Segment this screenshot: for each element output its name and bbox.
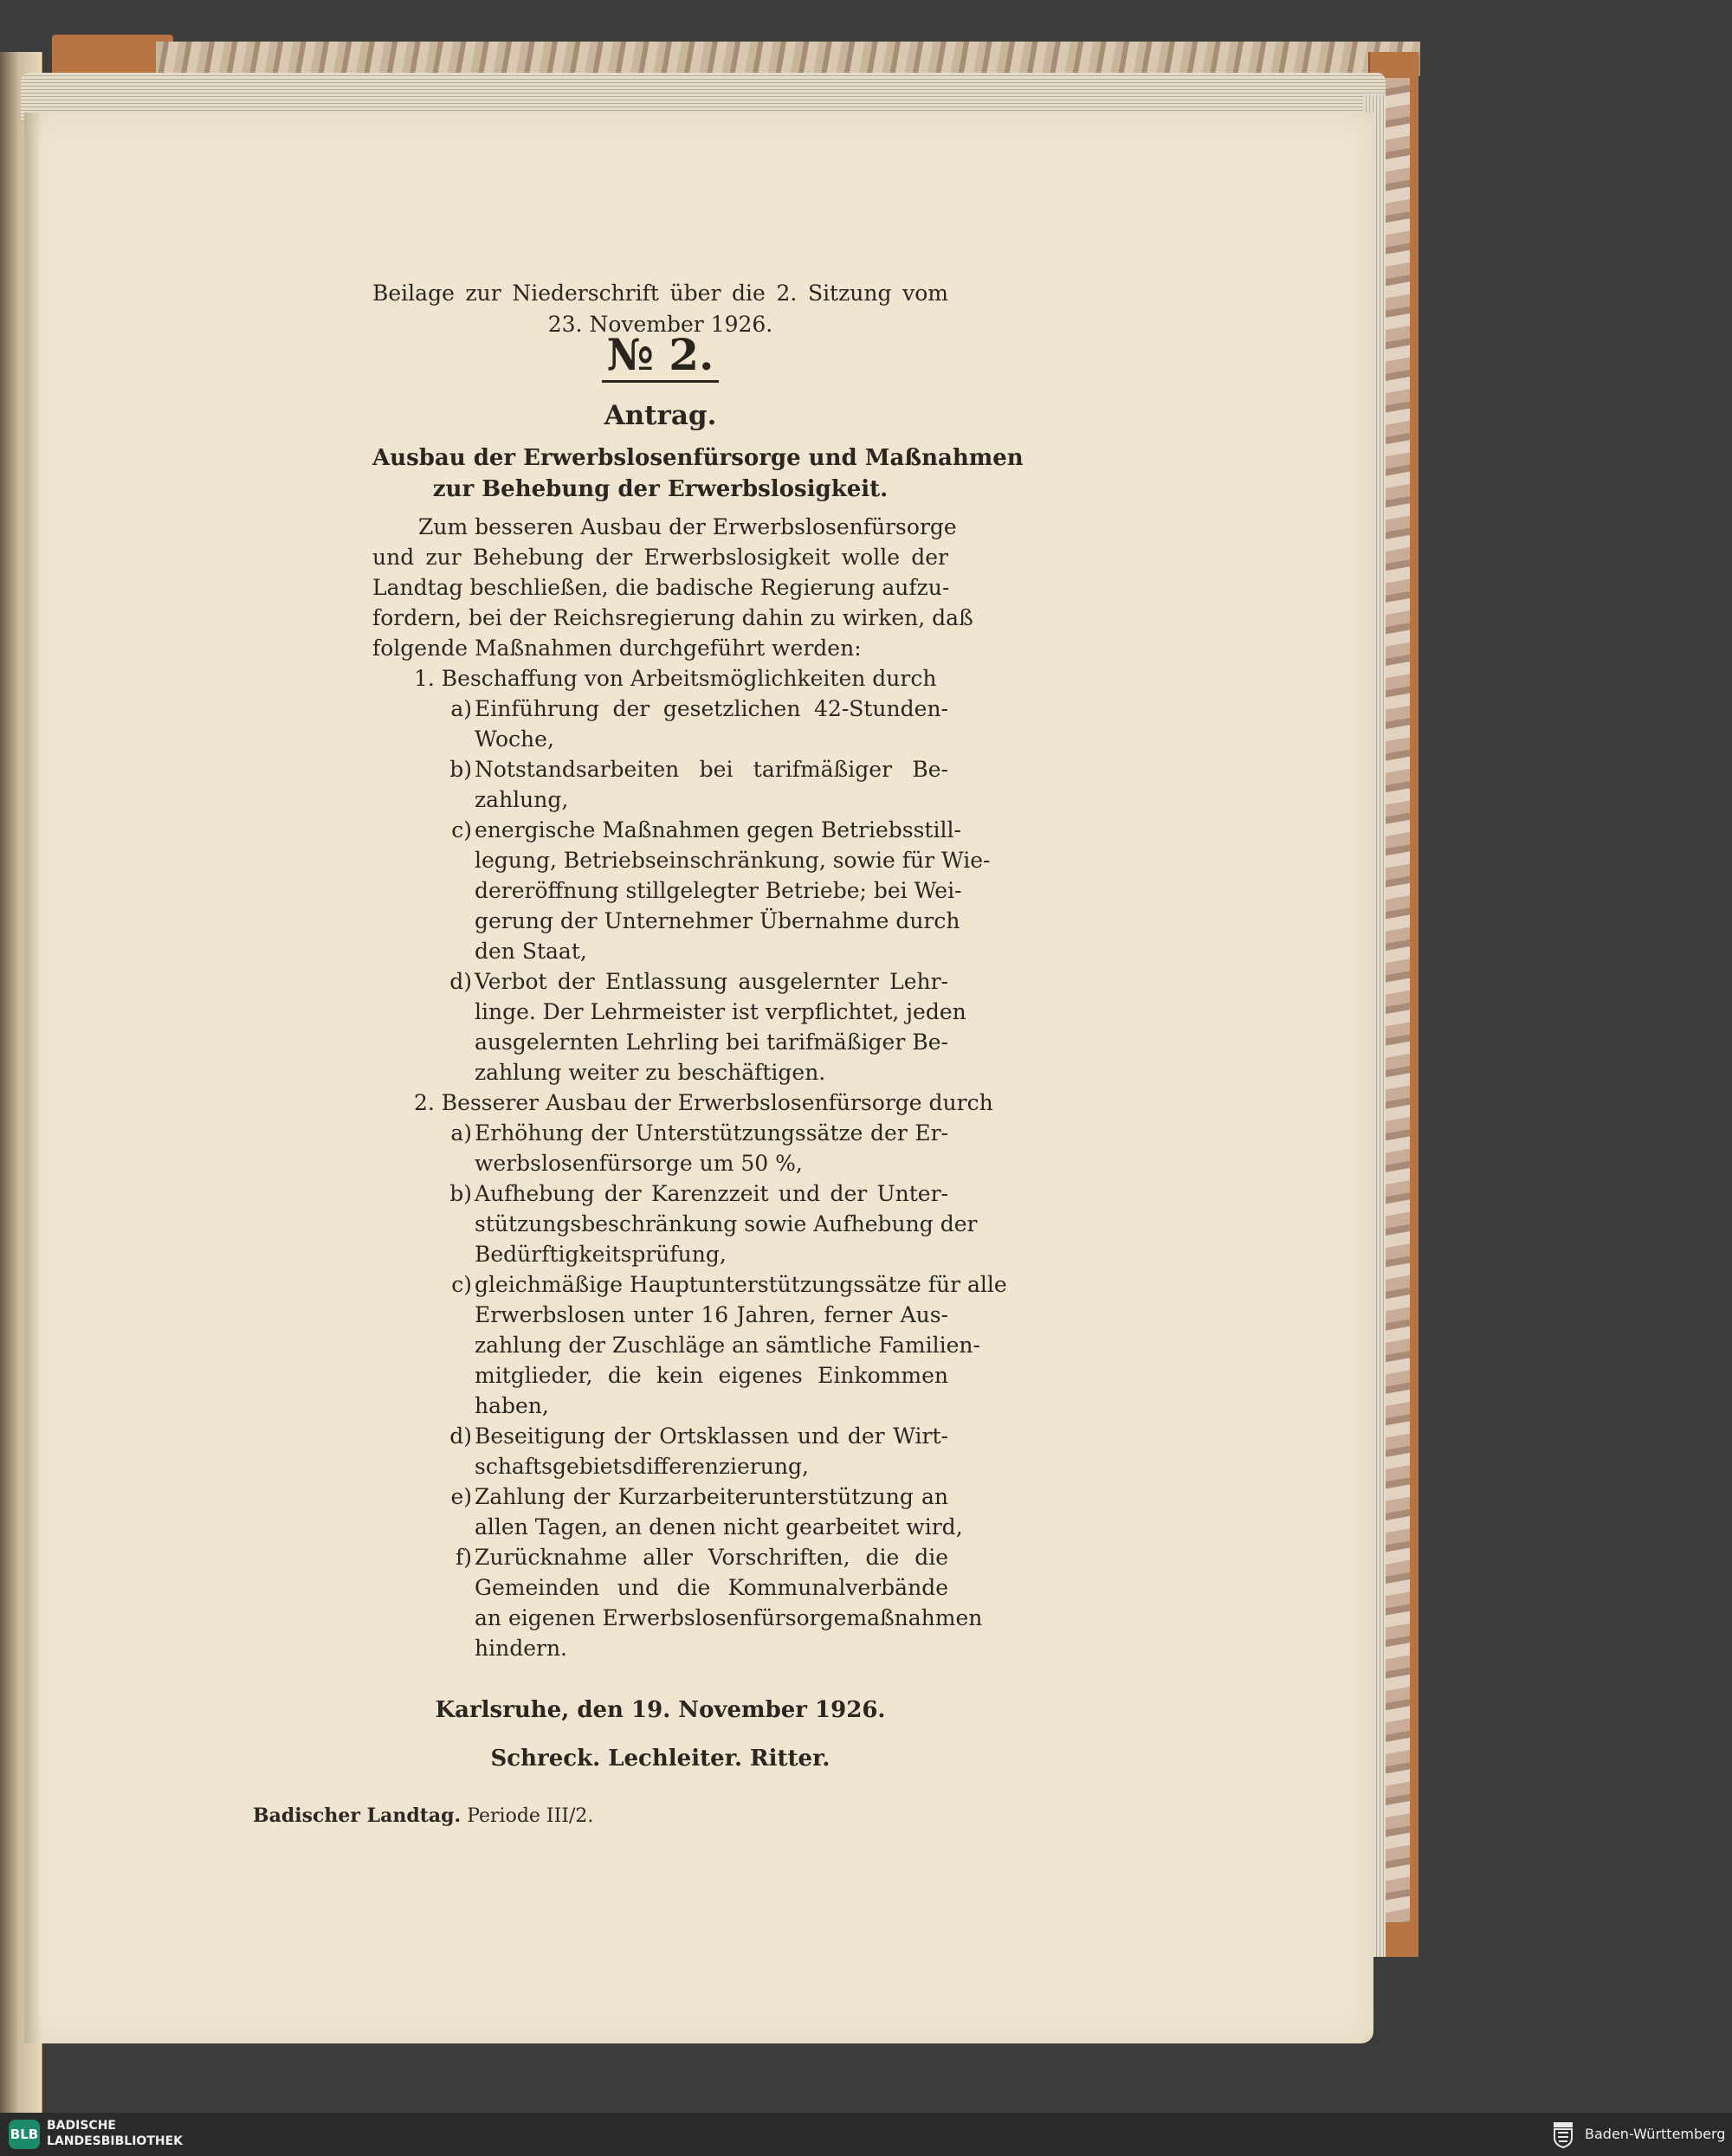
item-line: legung, Betriebseinschränkung, sowie für Wie- — [475, 848, 991, 873]
subject-line-1: Ausbau der Erwerbslosenfürsorge und Maßnahmen — [372, 445, 1024, 471]
item-label: d) — [449, 1423, 472, 1449]
book-cover-corner — [52, 35, 173, 78]
page-gutter-shadow — [24, 113, 42, 2043]
item-line: Zahlung der Kurzarbeiterunterstützung an — [475, 1484, 948, 1509]
place-date: Karlsruhe, den 19. November 1926. — [435, 1697, 886, 1723]
blb-name-line-1: BADISCHE — [47, 2119, 116, 2133]
item-line: Zurücknahme aller Vorschriften, die die — [475, 1545, 948, 1570]
heading: Antrag. — [604, 400, 717, 431]
item-line: zahlung weiter zu beschäftigen. — [475, 1060, 826, 1085]
document-page — [24, 113, 1373, 2043]
supplement-line-2: 23. November 1926. — [547, 312, 773, 337]
item-line: Gemeinden und die Kommunalverbände — [475, 1575, 948, 1600]
intro-line: folgende Maßnahmen durchgeführt werden: — [372, 636, 862, 661]
intro-line: fordern, bei der Reichsregierung dahin zu wirken, daß — [372, 605, 973, 630]
item-line: zahlung der Zuschläge an sämtliche Familien- — [475, 1333, 980, 1358]
item-line: Einführung der gesetzlichen 42-Stunden- — [475, 696, 948, 721]
item-label: b) — [449, 757, 472, 782]
item-line: dereröffnung stillgelegter Betriebe; bei Wei- — [475, 878, 962, 903]
item-line: Verbot der Entlassung ausgelernter Lehr- — [475, 969, 948, 994]
intro-line: Landtag beschließen, die badische Regierung aufzu- — [372, 575, 950, 600]
item-line: stützungsbeschränkung sowie Aufhebung der — [475, 1211, 978, 1236]
item-line: Erhöhung der Unterstützungssätze der Er- — [475, 1120, 948, 1146]
item-label: f) — [455, 1545, 472, 1570]
section-1-title: 1. Beschaffung von Arbeitsmöglichkeiten durch — [414, 666, 937, 691]
item-label: c) — [451, 1272, 472, 1297]
item-line: Notstandsarbeiten bei tarifmäßiger Be- — [475, 757, 948, 782]
item-line: werbslosenfürsorge um 50 %, — [475, 1151, 803, 1176]
footer-body: Badischer Landtag. — [253, 1804, 462, 1827]
item-label: d) — [449, 969, 472, 994]
item-line: gerung der Unternehmer Übernahme durch — [475, 908, 960, 933]
item-line: Bedürftigkeitsprüfung, — [475, 1242, 727, 1267]
supplement-line-1: Beilage zur Niederschrift über die 2. Sitzung vom — [372, 281, 948, 306]
item-label: c) — [451, 817, 472, 842]
section-2-title: 2. Besserer Ausbau der Erwerbslosenfürsorge durch — [414, 1090, 993, 1115]
bw-name[interactable]: Baden-Württemberg — [1585, 2126, 1726, 2142]
blb-name-line-2: LANDESBIBLIOTHEK — [47, 2134, 184, 2148]
item-label: e) — [450, 1484, 472, 1509]
item-line: energische Maßnahmen gegen Betriebsstill- — [475, 817, 961, 842]
item-line: den Staat, — [475, 939, 587, 964]
item-line: Erwerbslosen unter 16 Jahren, ferner Aus- — [475, 1302, 948, 1327]
item-line: Aufhebung der Karenzzeit und der Unter- — [475, 1181, 948, 1206]
footer-period: Periode III/2. — [467, 1805, 594, 1827]
item-label: a) — [450, 1120, 472, 1146]
coat-of-arms-icon — [1552, 2120, 1574, 2148]
intro-line: Zum besseren Ausbau der Erwerbslosenfürsorge — [418, 514, 957, 539]
item-line: haben, — [475, 1393, 549, 1418]
intro-line: und zur Behebung der Erwerbslosigkeit wolle der — [372, 545, 948, 570]
item-label: a) — [450, 696, 472, 721]
institution-bar — [0, 2113, 1732, 2156]
item-label: b) — [449, 1181, 472, 1206]
document-number: № 2. — [372, 329, 948, 381]
item-line: schaftsgebietsdifferenzierung, — [475, 1454, 809, 1479]
marbled-edge-top — [156, 42, 1420, 76]
footer-reference — [253, 1801, 593, 1830]
item-line: gleichmäßige Hauptunterstützungssätze für alle — [475, 1272, 1007, 1297]
blb-logo[interactable]: BLB — [9, 2120, 40, 2149]
signatories: Schreck. Lechleiter. Ritter. — [490, 1746, 830, 1772]
item-line: an eigenen Erwerbslosenfürsorgemaßnahmen — [475, 1605, 983, 1630]
item-line: hindern. — [475, 1636, 567, 1661]
subject-line-2: zur Behebung der Erwerbslosigkeit. — [432, 476, 889, 502]
item-line: Beseitigung der Ortsklassen und der Wirt- — [475, 1423, 948, 1449]
blb-name — [47, 2118, 183, 2149]
item-line: mitglieder, die kein eigenes Einkommen — [475, 1363, 948, 1388]
item-line: linge. Der Lehrmeister ist verpflichtet, jeden — [475, 999, 966, 1024]
item-line: ausgelernten Lehrling bei tarifmäßiger Be- — [475, 1030, 948, 1055]
item-line: Woche, — [475, 726, 554, 752]
item-line: allen Tagen, an denen nicht gearbeitet wird, — [475, 1514, 963, 1540]
item-line: zahlung, — [475, 787, 569, 812]
